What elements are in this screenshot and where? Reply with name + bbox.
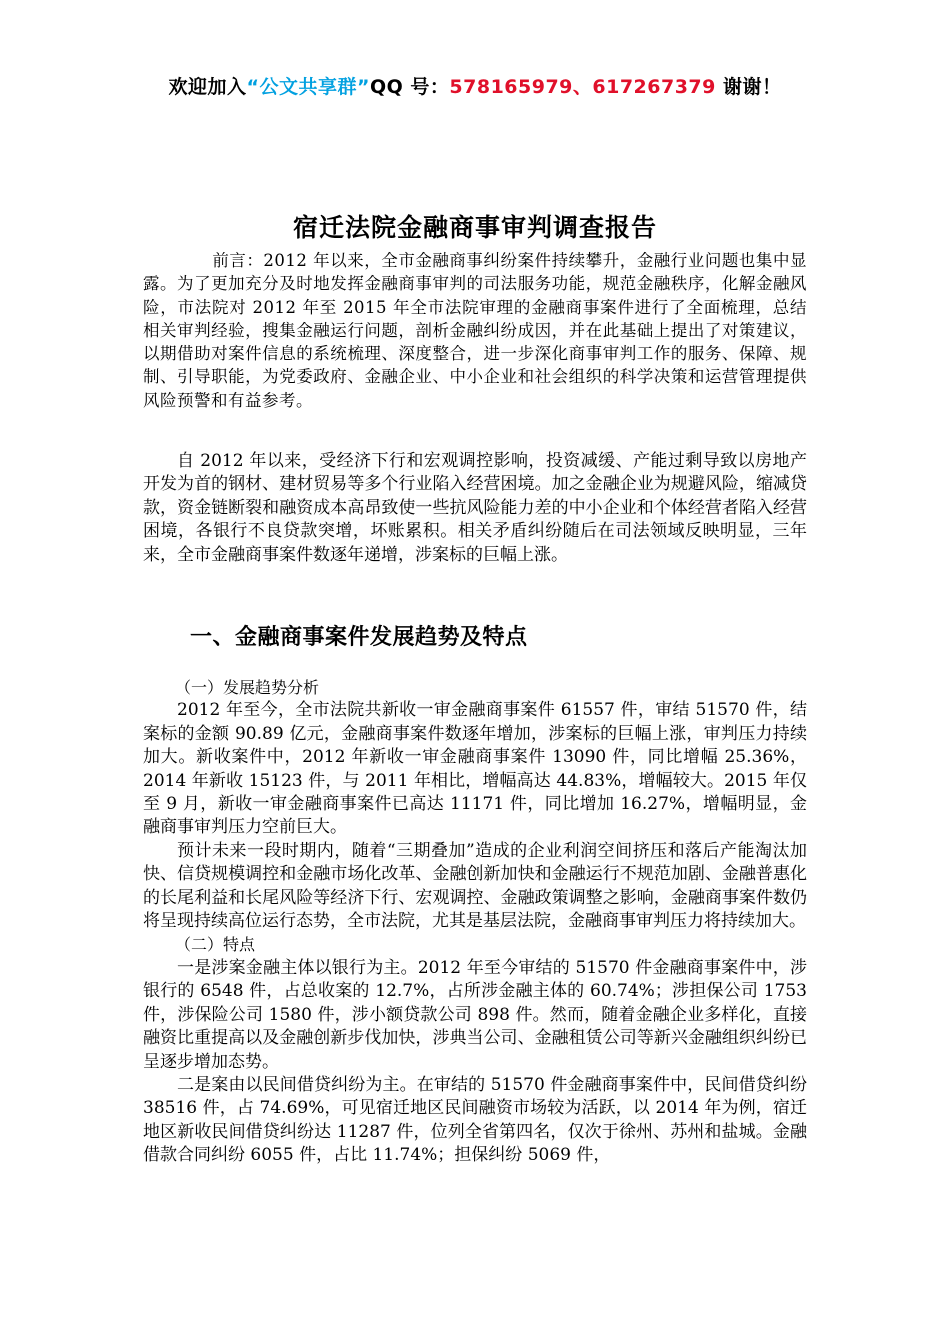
- subsection-heading-trend: （一）发展趋势分析: [175, 678, 320, 697]
- preface-text: 前言：2012 年以来，全市金融商事纠纷案件持续攀升，金融行业问题也集中显露。为了更加充分及时地发挥金融商事审判的司法服务功能，规范金融秩序，化解金融风险，市法院对 2012 年至 2015 年全市法院审理的金融商事案件进行了全面梳理，总结相关审判经验，搜集金融运行问题，剖析金融纠纷成因，并在此基础上提出了对策建议，以期借助对案件信息的系统梳理、深度整合，进一步深化商事审判工作的服务、保障、规制、引导职能，为党委政府、金融企业、中小企业和社会组织的科学决策和运营管理提供风险预警和有益参考。: [143, 251, 807, 410]
- subsection-heading-features: （二）特点: [175, 935, 256, 955]
- banner-qq-label: QQ 号：: [369, 76, 450, 98]
- trend-paragraph-2: 预计未来一段时期内，随着“三期叠加”造成的企业利润空间挤压和落后产能淘汰加快、信贷规模调控和金融市场化改革、金融创新加快和金融运行不规范加剧、金融普惠化的长尾利益和长尾风险等经济下行、宏观调控、金融政策调整之影响，金融商事案件数仍将呈现持续高位运行态势，全市法院，尤其是基层法院，金融商事审判压力将持续加大。: [143, 840, 807, 932]
- banner-qq-numbers: 578165979、617267379: [449, 76, 716, 98]
- banner-suffix: 谢谢！: [715, 76, 782, 98]
- banner-prefix: 欢迎加入: [168, 76, 247, 98]
- section-heading-1: 一、金融商事案件发展趋势及特点: [190, 625, 528, 650]
- banner-group-name: “公文共享群”: [246, 76, 370, 98]
- feature-paragraph-2: [143, 1074, 807, 1168]
- promo-banner: [0, 72, 950, 99]
- feature-paragraph-1: [143, 957, 807, 1074]
- feature-2-text: 在审结的 51570 件金融商事案件中，民间借贷纠纷 38516 件，占 74.69%，可见宿迁地区民间融资市场较为活跃，以 2014 年为例，宿迁地区新收民间借贷纠纷达 11287 件，位列全省第四名，仅次于徐州、苏州和盐城。金融借款合同纠纷 6055 件，占比 11.74%；担保纠纷 5069 件，: [143, 1074, 808, 1166]
- document-title: 宿迁法院金融商事审判调查报告: [292, 213, 657, 242]
- intro-paragraph: 自 2012 年以来，受经济下行和宏观调控影响，投资减缓、产能过剩导致以房地产开发为首的钢材、建材贸易等多个行业陷入经营困境。加之金融企业为规避风险，缩减贷款，资金链断裂和融资成本高昂致使一些抗风险能力差的中小企业和个体经营者陷入经营困境，各银行不良贷款突增，坏账累积。相关矛盾纠纷随后在司法领域反映明显，三年来，全市金融商事案件数逐年递增，涉案标的巨幅上涨。: [143, 451, 807, 565]
- intro-section: [143, 450, 807, 567]
- feature-1-lead: 一是涉案金融主体以银行为主。: [177, 957, 418, 978]
- preface-paragraph: [143, 249, 807, 412]
- trend-paragraph-1: 2012 年至今，全市法院共新收一审金融商事案件 61557 件，审结 51570 件，结案标的金额 90.89 亿元，金融商事案件数逐年增加，涉案标的巨幅上涨，审判压力持续加大。新收案件中，2012 年新收一审金融商事案件 13090 件，同比增幅 25.36%，2014 年新收 15123 件，与 2011 年相比，增幅高达 44.83%，增幅较大。2015 年仅至 9 月，新收一审金融商事案件已高达 11171 件，同比增加 16.27%，增幅明显，金融商事审判压力空前巨大。: [143, 700, 807, 838]
- feature-2-lead: 二是案由以民间借贷纠纷为主。: [177, 1074, 417, 1095]
- section-1-body: [143, 676, 807, 1168]
- feature-1-text: 2012 年至今审结的 51570 件金融商事案件中，涉银行的 6548 件，占总收案的 12.7%，占所涉金融主体的 60.74%；涉担保公司 1753 件，涉保险公司 1580 件，涉小额贷款公司 898 件。然而，随着金融企业多样化，直接融资比重提高以及金融创新步伐加快，涉典当公司、金融租赁公司等新兴金融组织纠纷已呈逐步增加态势。: [143, 957, 808, 1072]
